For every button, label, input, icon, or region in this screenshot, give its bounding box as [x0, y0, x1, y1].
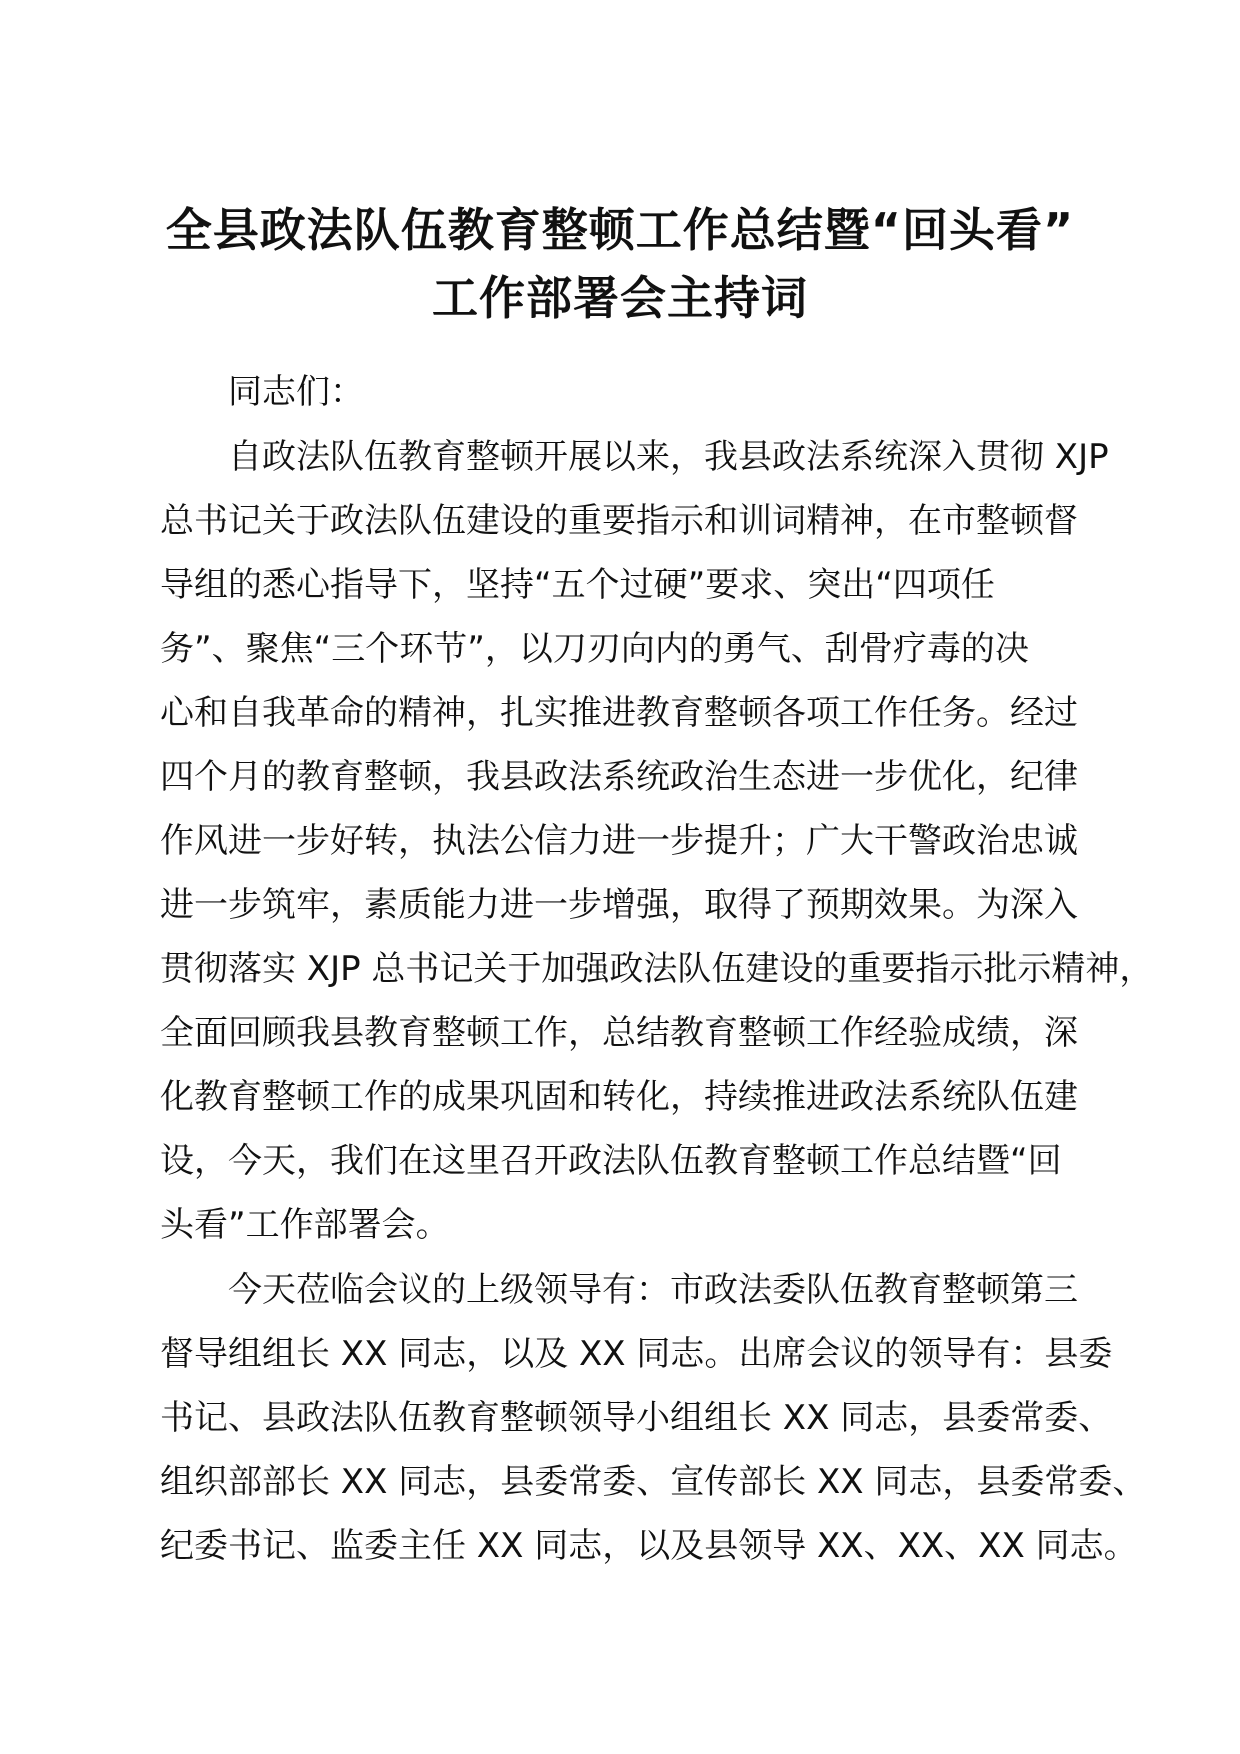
- paragraph-line: 总书记关于政法队伍建设的重要指示和训词精神，在市整顿督: [160, 501, 1078, 541]
- paragraph-line: 今天莅临会议的上级领导有：市政法委队伍教育整顿第三: [228, 1270, 1078, 1310]
- paragraph-line: 化教育整顿工作的成果巩固和转化，持续推进政法系统队伍建: [160, 1077, 1078, 1117]
- paragraph-line: 组织部部长 XX 同志，县委常委、宣传部长 XX 同志，县委常委、: [160, 1462, 1147, 1502]
- title-line-2: 工作部署会主持词: [432, 271, 808, 325]
- paragraph-line: 纪委书记、监委主任 XX 同志，以及县领导 XX、XX、XX 同志。: [160, 1526, 1138, 1566]
- paragraph-2: [160, 1258, 1147, 1578]
- title-line-1: 全县政法队伍教育整顿工作总结暨“回头看”: [165, 203, 1075, 257]
- paragraph-line: 自政法队伍教育整顿开展以来，我县政法系统深入贯彻 XJP: [228, 437, 1109, 477]
- paragraph-line: 心和自我革命的精神，扎实推进教育整顿各项工作任务。经过: [160, 693, 1078, 733]
- salutation-text: 同志们：: [228, 372, 364, 412]
- document-title: [120, 196, 1120, 332]
- document-body: [160, 360, 1154, 1578]
- paragraph-line: 设，今天，我们在这里召开政法队伍教育整顿工作总结暨“回: [160, 1141, 1062, 1181]
- paragraph-line: 书记、县政法队伍教育整顿领导小组组长 XX 同志，县委常委、: [160, 1398, 1113, 1438]
- paragraph-line: 作风进一步好转，执法公信力进一步提升；广大干警政治忠诚: [160, 821, 1078, 861]
- paragraph-line: 督导组组长 XX 同志，以及 XX 同志。出席会议的领导有：县委: [160, 1334, 1113, 1374]
- paragraph-line: 四个月的教育整顿，我县政法系统政治生态进一步优化，纪律: [160, 757, 1078, 797]
- salutation: [160, 360, 1120, 424]
- paragraph-line: 全面回顾我县教育整顿工作，总结教育整顿工作经验成绩，深: [160, 1013, 1078, 1053]
- paragraph-line: 贯彻落实 XJP 总书记关于加强政法队伍建设的重要指示批示精神，: [160, 949, 1154, 989]
- paragraph-line: 导组的悉心指导下，坚持“五个过硬”要求、突出“四项任: [160, 565, 995, 605]
- paragraph-line: 务”、聚焦“三个环节”，以刀刃向内的勇气、刮骨疗毒的决: [160, 629, 1029, 669]
- paragraph-line: 进一步筑牢，素质能力进一步增强，取得了预期效果。为深入: [160, 885, 1078, 925]
- paragraph-line: 头看”工作部署会。: [160, 1205, 450, 1245]
- paragraph-1: [160, 425, 1154, 1257]
